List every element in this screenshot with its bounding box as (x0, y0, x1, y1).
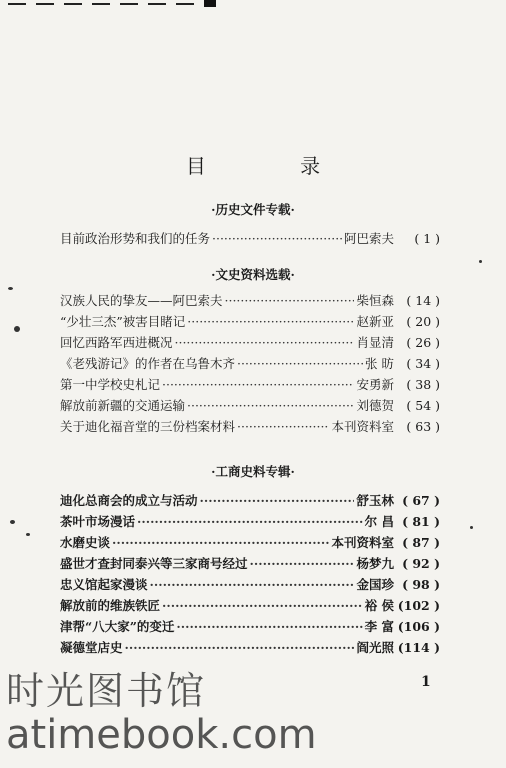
entry-author: 赵新亚 (356, 314, 394, 329)
entry-page: ( 92 ) (402, 556, 440, 571)
entry-author: 裕 侯 (364, 598, 394, 613)
leader-dots (225, 293, 355, 308)
entry-author: 张 昉 (365, 356, 394, 371)
entry-title: 汉族人民的挚友——阿巴索夫 (60, 293, 223, 308)
entry-title: 盛世才查封同泰兴等三家商号经过 (60, 556, 248, 571)
entry-author: 柴恒森 (356, 293, 394, 308)
leader-dots (187, 314, 354, 329)
entry-author: 本刊资料室 (331, 419, 394, 434)
toc-entry[interactable] (60, 375, 440, 396)
entry-title: 目前政治形势和我们的任务 (60, 231, 211, 246)
entry-title: 凝德堂店史 (60, 640, 123, 655)
entry-page: ( 67 ) (402, 493, 440, 508)
entry-page: (106 ) (397, 619, 440, 634)
entry-author: 安勇新 (356, 377, 394, 392)
entry-page: ( 34 ) (406, 356, 440, 371)
toc-entry[interactable] (60, 333, 440, 354)
toc-entry[interactable] (60, 491, 440, 512)
entry-page: ( 87 ) (402, 535, 440, 550)
section-heading-commerce-history: ·工商史料专辑· (211, 464, 295, 479)
page-title: 目 录 (185, 154, 365, 178)
toc-entry[interactable] (60, 575, 440, 596)
leader-dots (250, 556, 355, 571)
watermark-library-name: 时光图书馆 (6, 669, 207, 713)
leader-dots (162, 598, 363, 613)
leader-dots (125, 640, 355, 655)
entry-page: (114 ) (397, 640, 440, 655)
leader-dots (176, 619, 362, 634)
toc-entry[interactable] (60, 312, 440, 333)
entry-title: 忠义馆起家漫谈 (60, 577, 148, 592)
entry-page: (102 ) (397, 598, 440, 613)
entry-title: 解放前新疆的交通运输 (60, 398, 186, 413)
entry-title: 解放前的维族铁匠 (60, 598, 161, 613)
leader-dots (187, 398, 354, 413)
entry-author: 舒玉林 (356, 493, 394, 508)
entry-title: 回忆西路军西进概况 (60, 335, 173, 350)
toc-entry[interactable] (60, 396, 440, 417)
toc-entry[interactable] (60, 291, 440, 312)
entry-title: 第一中学校史札记 (60, 377, 161, 392)
entry-title: 水磨史谈 (60, 535, 111, 550)
entry-author: 李 富 (364, 619, 394, 634)
entry-title: 《老残游记》的作者在乌鲁木齐 (60, 356, 236, 371)
toc-entry[interactable] (60, 617, 440, 638)
toc-entry[interactable] (60, 229, 440, 250)
entry-title: 关于迪化福音堂的三份档案材料 (60, 419, 236, 434)
entry-page: ( 63 ) (406, 419, 440, 434)
entry-author: 刘德贺 (356, 398, 394, 413)
entry-page: ( 38 ) (406, 377, 440, 392)
toc-entry[interactable] (60, 512, 440, 533)
leader-dots (237, 356, 363, 371)
toc-list-history-documents (60, 229, 440, 250)
toc-entry[interactable] (60, 417, 440, 438)
leader-dots (175, 335, 355, 350)
toc-list-literary-history (60, 291, 440, 438)
leader-dots (212, 231, 342, 246)
leader-dots (137, 514, 363, 529)
entry-author: 肖显清 (356, 335, 394, 350)
entry-page: ( 26 ) (406, 335, 440, 350)
entry-page: ( 14 ) (406, 293, 440, 308)
leader-dots (112, 535, 329, 550)
entry-author: 杨梦九 (356, 556, 394, 571)
toc-entry[interactable] (60, 596, 440, 617)
entry-title: 茶叶市场漫话 (60, 514, 136, 529)
toc-entry[interactable] (60, 354, 440, 375)
entry-title: “少壮三杰”被害目睹记 (60, 314, 186, 329)
section-heading-history-documents: ·历史文件专载· (211, 202, 295, 217)
entry-author: 阎光照 (356, 640, 394, 655)
entry-author: 金国珍 (356, 577, 394, 592)
leader-dots (237, 419, 329, 434)
entry-title: 津帮“八大家”的变迁 (60, 619, 175, 634)
entry-page: ( 1 ) (414, 231, 440, 246)
entry-author: 尔 昌 (364, 514, 394, 529)
toc-entry[interactable] (60, 638, 440, 659)
leader-dots (200, 493, 355, 508)
entry-author: 阿巴索夫 (343, 231, 394, 246)
entry-title: 迪化总商会的成立与活动 (60, 493, 198, 508)
toc-entry[interactable] (60, 533, 440, 554)
top-edge-marks (8, 3, 248, 9)
toc-list-commerce-history (60, 491, 440, 659)
entry-page: ( 81 ) (402, 514, 440, 529)
toc-entry[interactable] (60, 554, 440, 575)
entry-page: ( 98 ) (402, 577, 440, 592)
page-number: 1 (421, 674, 431, 690)
entry-page: ( 54 ) (406, 398, 440, 413)
watermark-url: atimebook.com (6, 712, 317, 758)
leader-dots (150, 577, 355, 592)
entry-author: 本刊资料室 (331, 535, 394, 550)
entry-page: ( 20 ) (406, 314, 440, 329)
section-heading-literary-history: ·文史资料选载· (211, 267, 295, 282)
leader-dots (162, 377, 354, 392)
